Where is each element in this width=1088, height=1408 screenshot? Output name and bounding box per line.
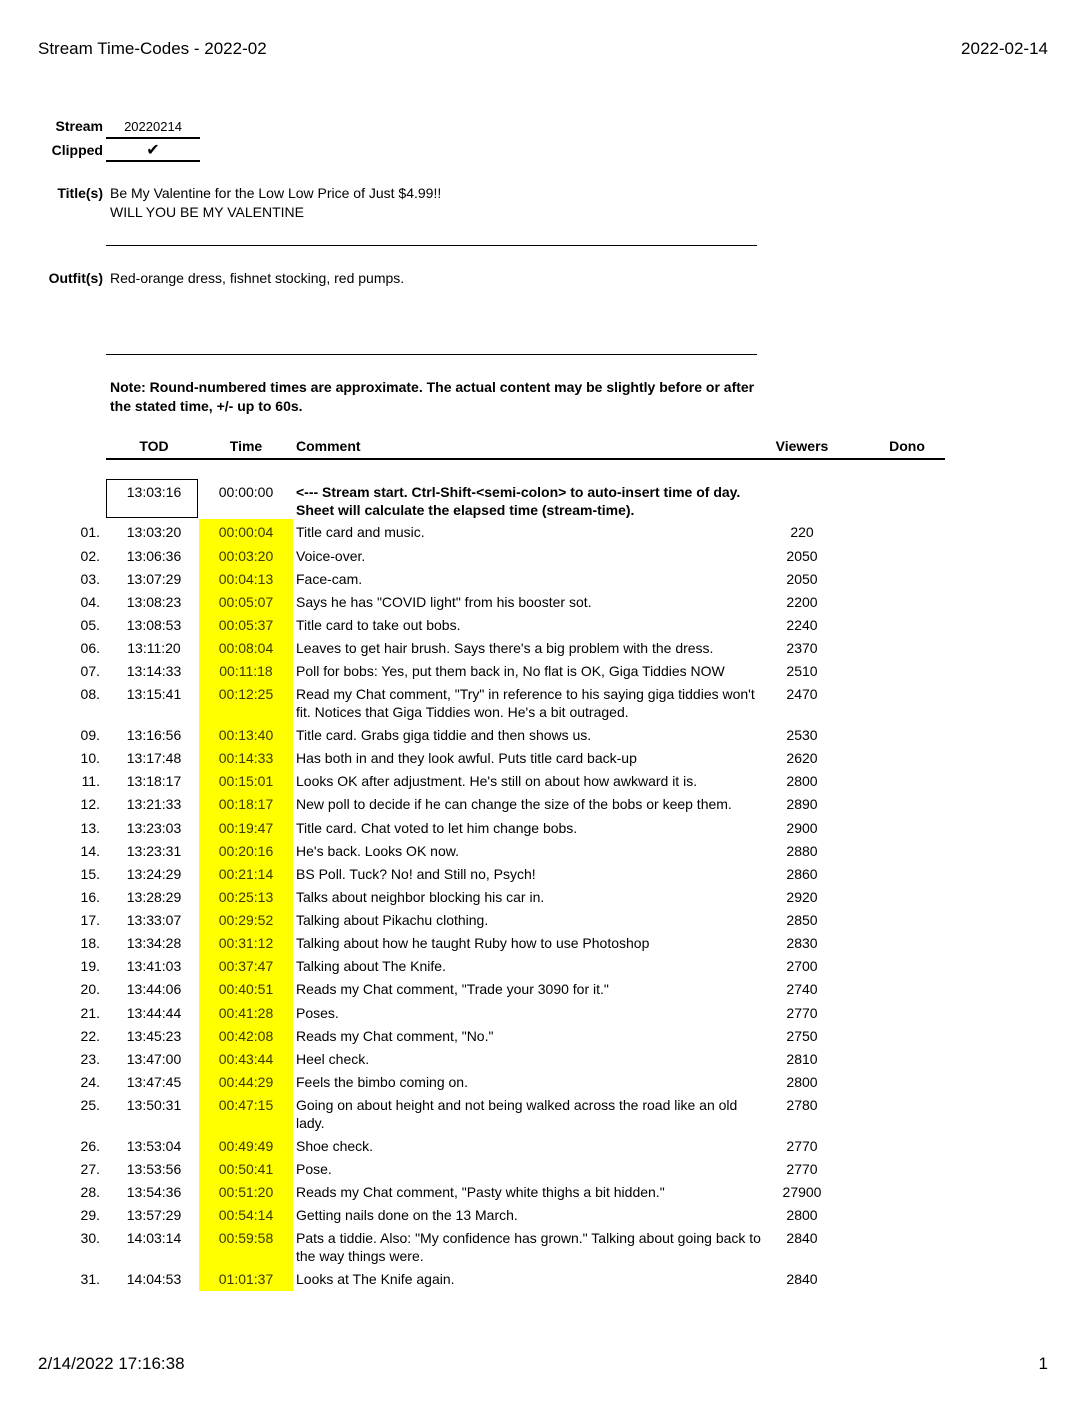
row-tod: 13:47:45: [126, 1074, 182, 1090]
row-viewers: 2200: [786, 594, 818, 610]
titles-rule: [106, 245, 757, 246]
row-viewers: 2800: [786, 1207, 818, 1223]
row-viewers: 2780: [786, 1097, 818, 1113]
row-comment: BS Poll. Tuck? No! and Still no, Psych!: [296, 866, 536, 882]
row-tod: 13:53:04: [126, 1138, 182, 1154]
row-viewers: 2800: [786, 1074, 818, 1090]
row-tod: 13:57:29: [126, 1207, 182, 1223]
row-comment: Pats a tiddie. Also: "My confidence has grown." Talking about going back to the way things were.: [296, 1230, 761, 1264]
row-comment: Title card. Chat voted to let him change bobs.: [296, 820, 578, 836]
row-time: 00:08:04: [218, 640, 274, 656]
row-number: 28.: [80, 1184, 100, 1200]
row-time: 00:47:15: [218, 1097, 274, 1113]
outfit-text: Red-orange dress, fishnet stocking, red pumps.: [110, 270, 405, 286]
row-time: 00:20:16: [218, 843, 274, 859]
row-tod: 13:23:03: [126, 820, 182, 836]
start-tod: 13:03:16: [126, 484, 182, 500]
row-comment: Says he has "COVID light" from his booster sot.: [296, 594, 592, 610]
row-viewers: 2810: [786, 1051, 818, 1067]
row-comment: Going on about height and not being walked across the road like an old lady.: [296, 1097, 738, 1131]
row-time: 00:05:37: [218, 617, 274, 633]
row-viewers: 220: [790, 524, 814, 540]
row-tod: 13:44:44: [126, 1005, 182, 1021]
row-viewers: 2530: [786, 727, 818, 743]
row-tod: 13:33:07: [126, 912, 182, 928]
row-number: 24.: [80, 1074, 100, 1090]
row-number: 19.: [80, 958, 100, 974]
row-comment: Feels the bimbo coming on.: [296, 1074, 468, 1090]
row-number: 17.: [80, 912, 100, 928]
row-tod: 13:54:36: [126, 1184, 182, 1200]
row-number: 25.: [80, 1097, 100, 1113]
row-viewers: 2850: [786, 912, 818, 928]
row-viewers: 2050: [786, 548, 818, 564]
row-comment: Talks about neighbor blocking his car in.: [296, 889, 545, 905]
row-comment: Talking about Pikachu clothing.: [296, 912, 489, 928]
row-comment: Reads my Chat comment, "Trade your 3090 for it.": [296, 981, 609, 997]
row-time: 00:42:08: [218, 1028, 274, 1044]
row-comment: He's back. Looks OK now.: [296, 843, 459, 859]
col-header-tod: TOD: [139, 438, 169, 454]
row-comment: Pose.: [296, 1161, 332, 1177]
row-comment: Title card and music.: [296, 524, 425, 540]
row-number: 14.: [80, 843, 100, 859]
stream-underline: [106, 137, 200, 139]
row-comment: Heel check.: [296, 1051, 370, 1067]
row-time: 00:40:51: [218, 981, 274, 997]
stream-value: 20220214: [124, 119, 182, 134]
row-tod: 13:08:53: [126, 617, 182, 633]
row-viewers: 2900: [786, 820, 818, 836]
start-time: 00:00:00: [218, 484, 274, 500]
row-number: 05.: [80, 617, 100, 633]
row-comment: Looks OK after adjustment. He's still on about how awkward it is.: [296, 773, 698, 789]
row-comment: Talking about how he taught Ruby how to use Photoshop: [296, 935, 650, 951]
row-tod: 13:21:33: [126, 796, 182, 812]
row-number: 02.: [80, 548, 100, 564]
clipped-check-icon: ✔: [146, 142, 160, 159]
row-viewers: 2750: [786, 1028, 818, 1044]
row-tod: 13:03:20: [126, 524, 182, 540]
row-viewers: 2770: [786, 1161, 818, 1177]
footer-timestamp: 2/14/2022 17:16:38: [38, 1354, 185, 1373]
row-viewers: 2050: [786, 571, 818, 587]
row-viewers: 27900: [782, 1184, 822, 1200]
row-tod: 13:17:48: [126, 750, 182, 766]
row-number: 27.: [80, 1161, 100, 1177]
row-number: 16.: [80, 889, 100, 905]
col-header-dono: Dono: [889, 438, 925, 454]
row-comment: Face-cam.: [296, 571, 363, 587]
row-viewers: 2510: [786, 663, 818, 679]
row-time: 00:21:14: [218, 866, 274, 882]
row-tod: 13:34:28: [126, 935, 182, 951]
row-time: 00:03:20: [218, 548, 274, 564]
row-comment: Reads my Chat comment, "Pasty white thighs a bit hidden.": [296, 1184, 665, 1200]
row-viewers: 2860: [786, 866, 818, 882]
row-number: 23.: [80, 1051, 100, 1067]
row-time: 00:14:33: [218, 750, 274, 766]
row-tod: 13:44:06: [126, 981, 182, 997]
clipped-label: Clipped: [51, 142, 103, 158]
row-time: 00:54:14: [218, 1207, 274, 1223]
row-number: 21.: [80, 1005, 100, 1021]
col-header-viewers: Viewers: [775, 438, 829, 454]
row-tod: 13:11:20: [127, 640, 181, 656]
title-line-2: WILL YOU BE MY VALENTINE: [110, 204, 304, 220]
row-time: 00:13:40: [218, 727, 274, 743]
row-comment: Title card. Grabs giga tiddie and then shows us.: [296, 727, 592, 743]
row-number: 11.: [81, 773, 100, 789]
row-comment: Getting nails done on the 13 March.: [296, 1207, 518, 1223]
row-tod: 13:18:17: [126, 773, 182, 789]
row-number: 10.: [80, 750, 100, 766]
row-time: 00:25:13: [218, 889, 274, 905]
col-header-comment: Comment: [296, 438, 361, 454]
stream-label: Stream: [55, 118, 103, 134]
header-date: 2022-02-14: [961, 39, 1048, 58]
row-comment: Voice-over.: [296, 548, 366, 564]
row-number: 12.: [80, 796, 100, 812]
row-comment: Leaves to get hair brush. Says there's a big problem with the dress.: [296, 640, 714, 656]
row-number: 18.: [80, 935, 100, 951]
row-number: 22.: [80, 1028, 100, 1044]
row-tod: 13:23:31: [126, 843, 182, 859]
row-number: 06.: [80, 640, 100, 656]
row-tod: 13:24:29: [126, 866, 182, 882]
row-viewers: 2800: [786, 773, 818, 789]
row-time: 00:12:25: [218, 686, 274, 702]
row-viewers: 2470: [786, 686, 818, 702]
row-viewers: 2740: [786, 981, 818, 997]
row-tod: 14:03:14: [126, 1230, 182, 1246]
row-tod: 13:06:36: [126, 548, 182, 564]
row-comment: Shoe check.: [296, 1138, 374, 1154]
row-time: 00:31:12: [218, 935, 274, 951]
row-viewers: 2370: [786, 640, 818, 656]
row-comment: Poll for bobs: Yes, put them back in, No flat is OK, Giga Tiddies NOW: [296, 663, 725, 679]
row-viewers: 2770: [786, 1005, 818, 1021]
row-time: 01:01:37: [218, 1271, 274, 1287]
row-viewers: 2840: [786, 1271, 818, 1287]
row-tod: 13:41:03: [126, 958, 182, 974]
row-number: 07.: [80, 663, 100, 679]
row-viewers: 2770: [786, 1138, 818, 1154]
row-tod: 13:47:00: [126, 1051, 182, 1067]
row-comment: Poses.: [296, 1005, 339, 1021]
row-number: 20.: [80, 981, 100, 997]
row-tod: 13:53:56: [126, 1161, 182, 1177]
row-time: 00:18:17: [218, 796, 274, 812]
row-time: 00:29:52: [218, 912, 274, 928]
page-number: 1: [1038, 1354, 1048, 1373]
row-time: 00:50:41: [218, 1161, 274, 1177]
row-number: 01.: [80, 524, 100, 540]
row-time: 00:11:18: [219, 663, 273, 679]
row-number: 09.: [80, 727, 100, 743]
row-time: 00:19:47: [218, 820, 274, 836]
row-comment: Talking about The Knife.: [296, 958, 446, 974]
row-tod: 13:28:29: [126, 889, 182, 905]
row-number: 26.: [80, 1138, 100, 1154]
row-tod: 13:45:23: [126, 1028, 182, 1044]
row-tod: 13:15:41: [126, 686, 182, 702]
row-time: 00:43:44: [218, 1051, 274, 1067]
row-time: 00:15:01: [218, 773, 274, 789]
row-viewers: 2920: [786, 889, 818, 905]
row-time: 00:49:49: [218, 1138, 274, 1154]
outfits-label: Outfit(s): [48, 270, 103, 286]
row-number: 08.: [80, 686, 100, 702]
row-time: 00:44:29: [218, 1074, 274, 1090]
row-number: 13.: [80, 820, 100, 836]
titles-label: Title(s): [57, 185, 103, 201]
clipped-underline: [106, 160, 200, 162]
row-comment: Read my Chat comment, "Try" in reference to his saying giga tiddies won't fit. Notices that Giga Tiddies won. He's a bit outraged.: [296, 686, 755, 720]
row-tod: 13:08:23: [126, 594, 182, 610]
row-time: 00:59:58: [218, 1230, 274, 1246]
row-number: 29.: [80, 1207, 100, 1223]
row-tod: 13:14:33: [126, 663, 182, 679]
row-comment: Reads my Chat comment, "No.": [296, 1028, 494, 1044]
row-viewers: 2620: [786, 750, 818, 766]
row-time: 00:00:04: [218, 524, 274, 540]
row-viewers: 2700: [786, 958, 818, 974]
row-tod: 13:50:31: [126, 1097, 182, 1113]
row-time: 00:37:47: [218, 958, 274, 974]
row-viewers: 2890: [786, 796, 818, 812]
row-number: 31.: [80, 1271, 100, 1287]
row-comment: Title card to take out bobs.: [296, 617, 461, 633]
row-tod: 14:04:53: [126, 1271, 182, 1287]
row-time: 00:41:28: [218, 1005, 274, 1021]
row-comment: New poll to decide if he can change the size of the bobs or keep them.: [296, 796, 732, 812]
row-number: 03.: [80, 571, 100, 587]
outfits-rule: [106, 354, 757, 355]
row-viewers: 2840: [786, 1230, 818, 1246]
row-viewers: 2240: [786, 617, 818, 633]
page-title: Stream Time-Codes - 2022-02: [38, 39, 267, 58]
approximation-note: Note: Round-numbered times are approximate. The actual content may be slightly before or after the stated time, +/- up to 60s.: [110, 379, 755, 414]
row-number: 30.: [80, 1230, 100, 1246]
row-comment: Looks at The Knife again.: [296, 1271, 455, 1287]
title-line-1: Be My Valentine for the Low Low Price of Just $4.99!!: [110, 185, 442, 201]
col-header-time: Time: [229, 438, 263, 454]
row-viewers: 2880: [786, 843, 818, 859]
row-number: 04.: [80, 594, 100, 610]
row-time: 00:05:07: [218, 594, 274, 610]
header-rule: [106, 458, 945, 460]
start-comment: <--- Stream start. Ctrl-Shift-<semi-colon> to auto-insert time of day. Sheet will calculate the elapsed time (stream-time).: [296, 484, 741, 518]
row-tod: 13:16:56: [126, 727, 182, 743]
row-time: 00:51:20: [218, 1184, 274, 1200]
row-time: 00:04:13: [218, 571, 274, 587]
row-tod: 13:07:29: [126, 571, 182, 587]
row-viewers: 2830: [786, 935, 818, 951]
row-number: 15.: [80, 866, 100, 882]
row-comment: Has both in and they look awful. Puts title card back-up: [296, 750, 637, 766]
